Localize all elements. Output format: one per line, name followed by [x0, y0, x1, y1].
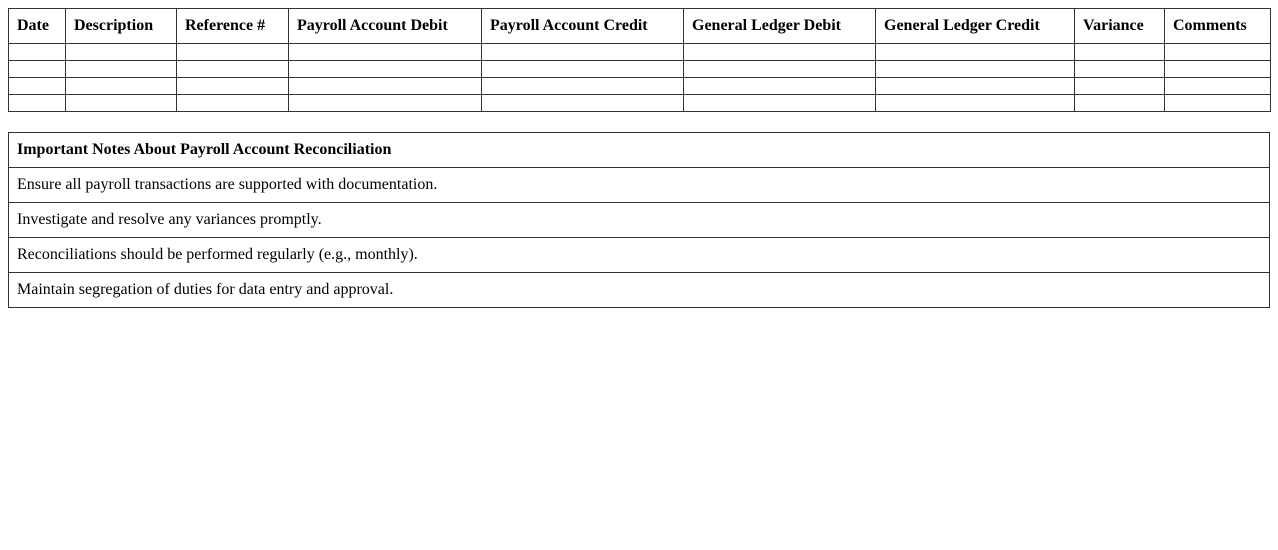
column-header-gl-credit: General Ledger Credit: [876, 9, 1075, 44]
column-header-variance: Variance: [1075, 9, 1165, 44]
column-header-description: Description: [66, 9, 177, 44]
table-row: [9, 44, 1271, 61]
table-cell: [177, 78, 289, 95]
table-cell: [684, 44, 876, 61]
table-row: [9, 95, 1271, 112]
table-cell: [482, 61, 684, 78]
table-cell: [9, 61, 66, 78]
table-cell: [66, 78, 177, 95]
notes-table: [8, 132, 1270, 308]
table-cell: [177, 44, 289, 61]
table-cell: [289, 44, 482, 61]
column-header-date: Date: [9, 9, 66, 44]
table-cell: [9, 95, 66, 112]
table-cell: [684, 95, 876, 112]
column-header-payroll-credit: Payroll Account Credit: [482, 9, 684, 44]
column-header-reference: Reference #: [177, 9, 289, 44]
table-cell: [177, 61, 289, 78]
table-cell: [66, 95, 177, 112]
table-cell: [876, 95, 1075, 112]
table-cell: [1075, 95, 1165, 112]
table-cell: [1165, 44, 1271, 61]
table-cell: [1075, 44, 1165, 61]
column-header-gl-debit: General Ledger Debit: [684, 9, 876, 44]
table-row: [9, 78, 1271, 95]
note-item: Maintain segregation of duties for data entry and approval.: [9, 273, 1270, 308]
table-cell: [1075, 61, 1165, 78]
table-cell: [1075, 78, 1165, 95]
column-header-comments: Comments: [1165, 9, 1271, 44]
table-cell: [289, 61, 482, 78]
table-cell: [684, 61, 876, 78]
table-cell: [876, 61, 1075, 78]
table-cell: [482, 44, 684, 61]
table-row: [9, 61, 1271, 78]
table-cell: [289, 95, 482, 112]
table-cell: [482, 78, 684, 95]
header-row: [9, 9, 1271, 44]
note-item: Reconciliations should be performed regularly (e.g., monthly).: [9, 238, 1270, 273]
table-cell: [66, 44, 177, 61]
table-cell: [1165, 61, 1271, 78]
table-cell: [1165, 78, 1271, 95]
note-item: Ensure all payroll transactions are supported with documentation.: [9, 168, 1270, 203]
table-cell: [876, 44, 1075, 61]
table-cell: [66, 61, 177, 78]
table-cell: [684, 78, 876, 95]
note-item: Investigate and resolve any variances promptly.: [9, 203, 1270, 238]
table-cell: [482, 95, 684, 112]
table-cell: [876, 78, 1075, 95]
table-cell: [9, 44, 66, 61]
notes-title: Important Notes About Payroll Account Reconciliation: [9, 133, 1270, 168]
table-cell: [1165, 95, 1271, 112]
reconciliation-table: [8, 8, 1271, 112]
table-cell: [9, 78, 66, 95]
table-cell: [177, 95, 289, 112]
table-cell: [289, 78, 482, 95]
column-header-payroll-debit: Payroll Account Debit: [289, 9, 482, 44]
